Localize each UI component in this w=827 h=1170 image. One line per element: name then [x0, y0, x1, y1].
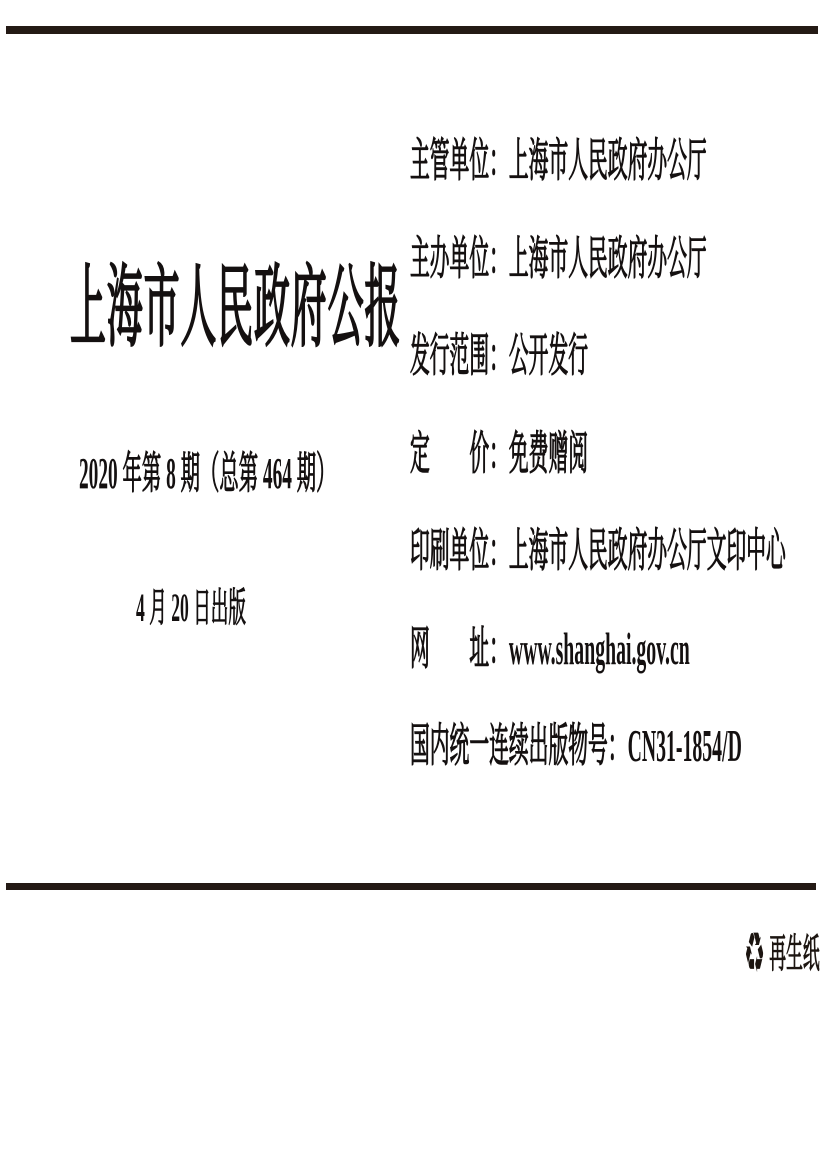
- colophon-line-price: 定 价：免费赠阅: [410, 428, 589, 479]
- recycled-paper-mark: [744, 923, 820, 985]
- recycled-paper-icon: ♻: [744, 923, 766, 985]
- recycled-paper-label: 再生纸: [769, 931, 820, 976]
- issue-line: 2020 年第 8 期（总第 464 期）: [79, 449, 336, 498]
- colophon-line-publication-number: 国内统一连续出版物号：CN31-1854/D: [410, 720, 742, 771]
- bottom-rule: [6, 883, 816, 890]
- top-rule: [6, 26, 818, 34]
- publish-date-line: 4 月 20 日出版: [136, 585, 246, 630]
- colophon-line-supervising-unit: 主管单位：上海市人民政府办公厅: [410, 135, 707, 186]
- colophon-line-website: 网 址：www.shanghai.gov.cn: [410, 623, 690, 674]
- colophon-line-printing-unit: 印刷单位：上海市人民政府办公厅文印中心: [410, 525, 786, 576]
- gazette-title: 上海市人民政府公报: [70, 259, 402, 358]
- colophon-line-organizing-unit: 主办单位：上海市人民政府办公厅: [410, 233, 707, 284]
- colophon-line-distribution-scope: 发行范围：公开发行: [410, 330, 589, 381]
